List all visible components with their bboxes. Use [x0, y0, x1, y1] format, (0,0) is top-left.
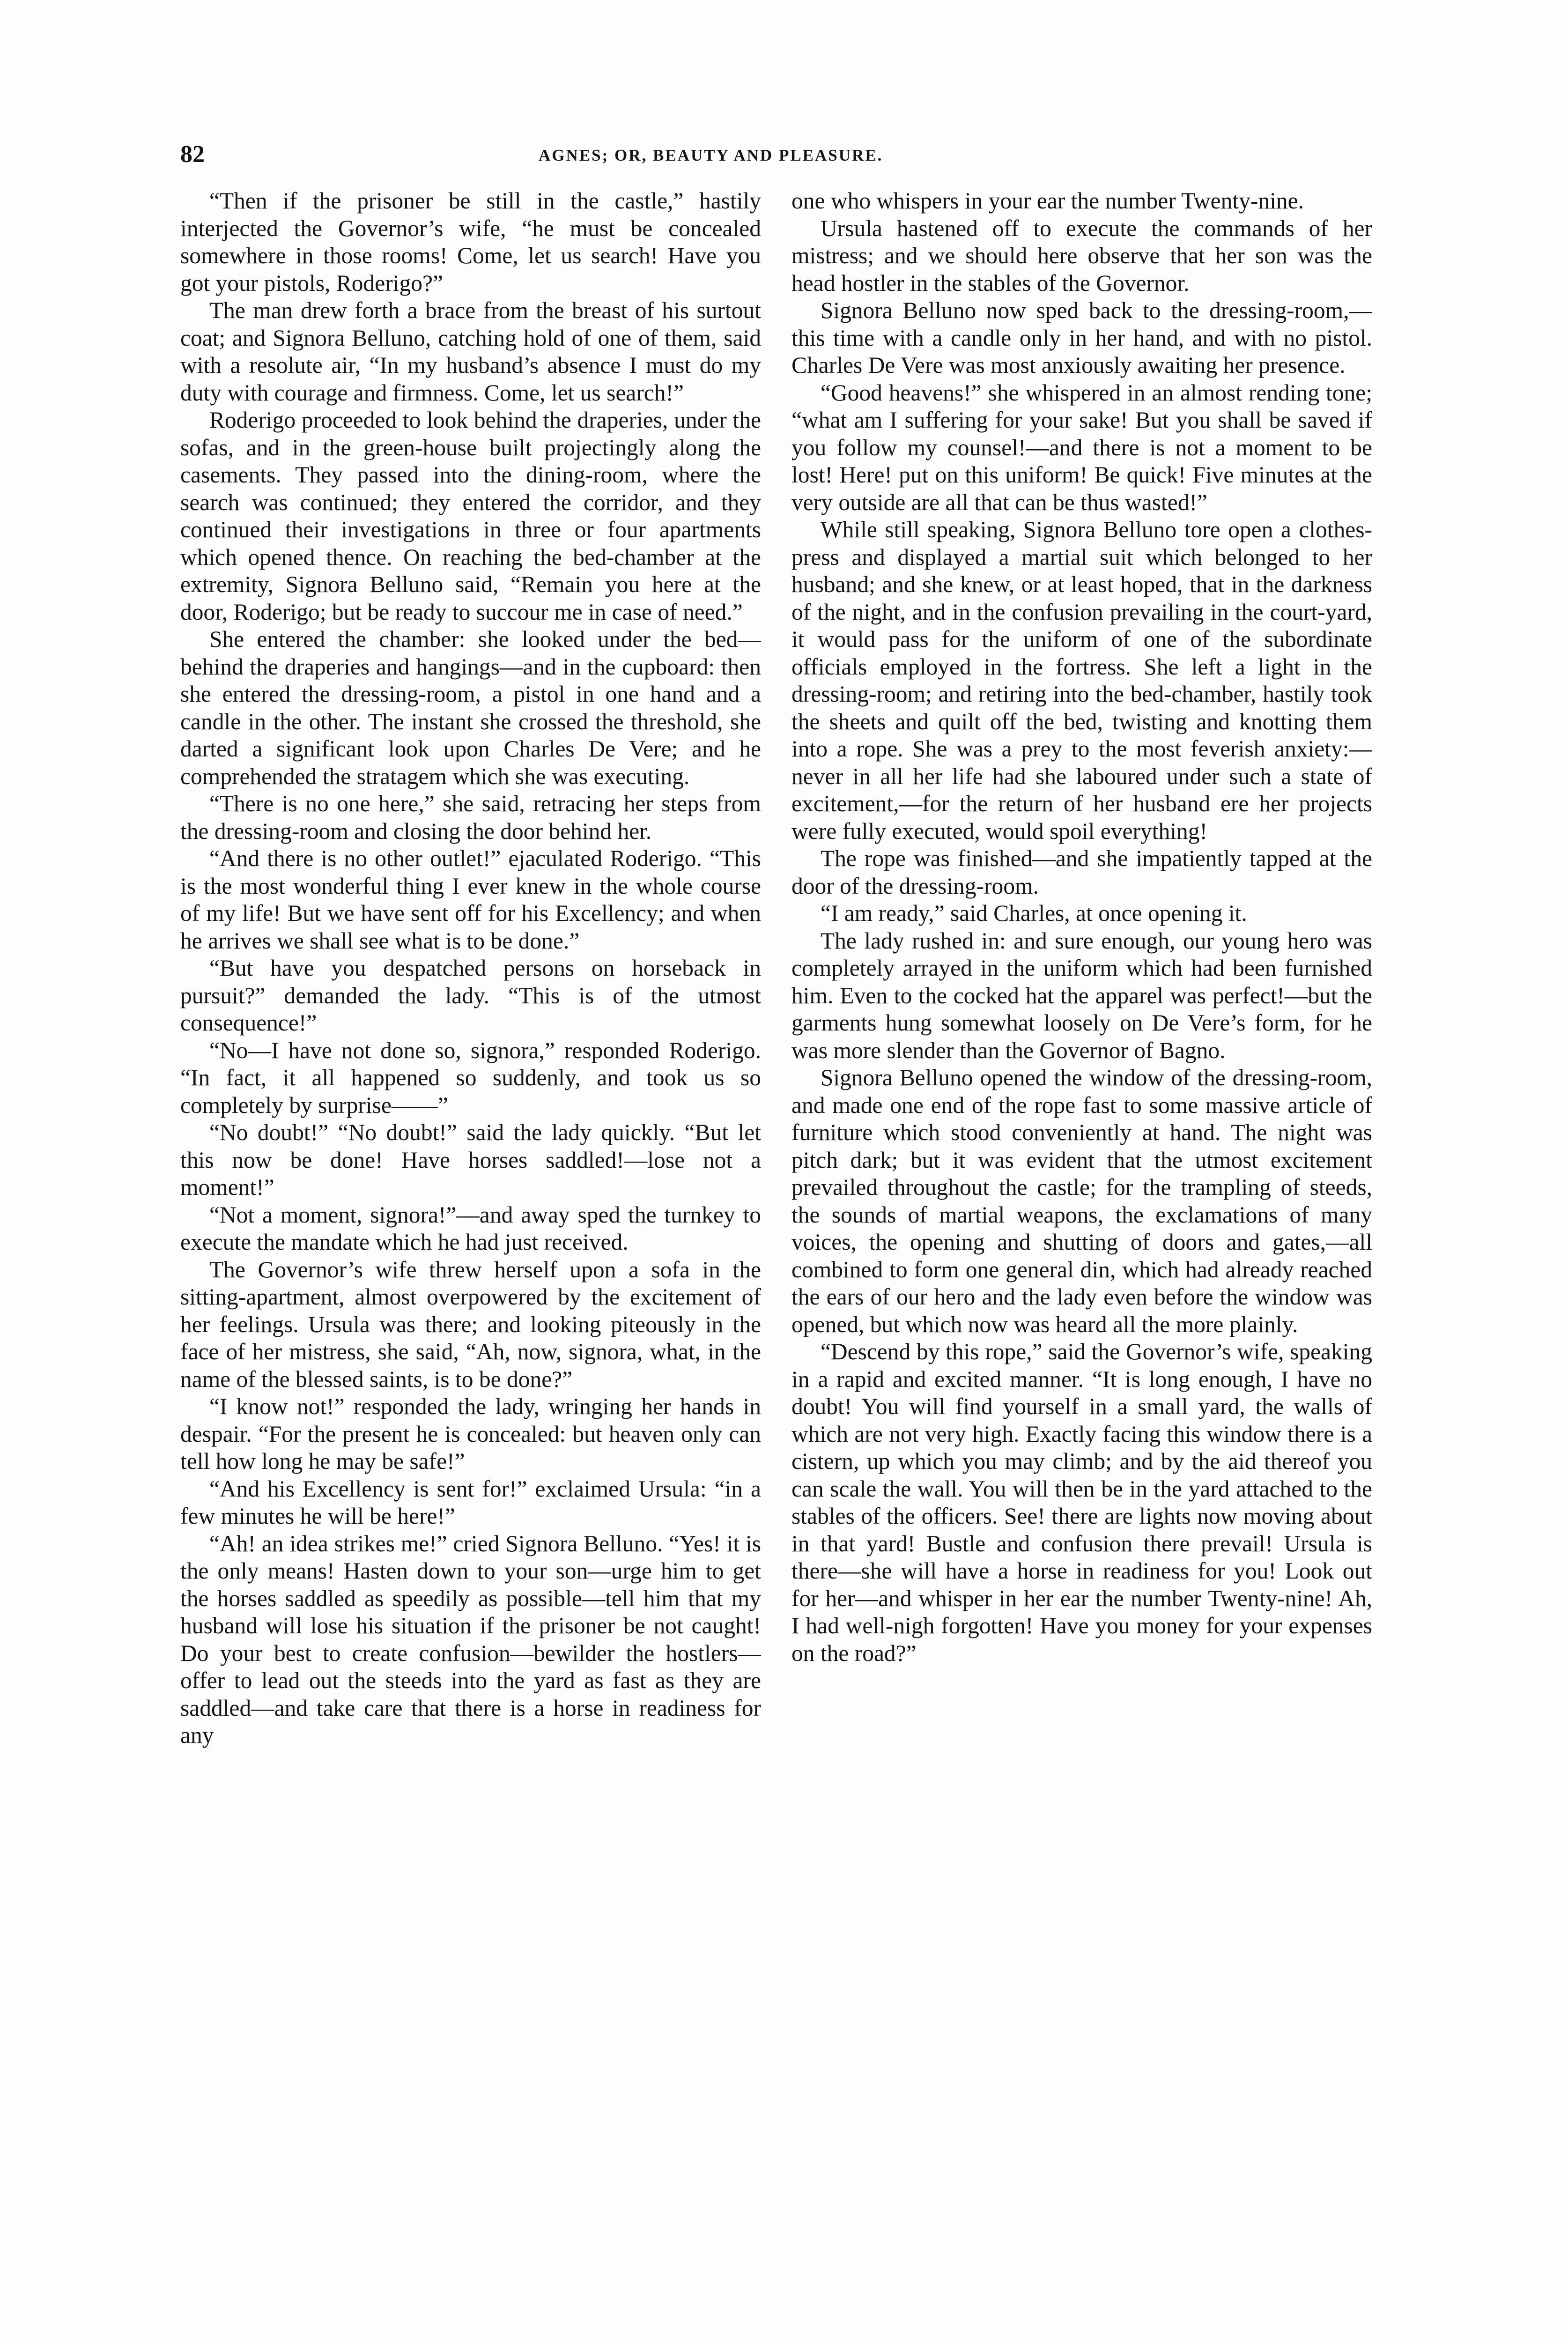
paragraph: Signora Belluno now sped back to the dressing-room,—this time with a candle only in her hand, and with no pistol. Charles De Vere was most anxiously awaiting her presence. [791, 297, 1372, 378]
paragraph: “There is no one here,” she said, retracing her steps from the dressing-room and closing the door behind her. [180, 791, 761, 844]
paragraph: “Not a moment, signora!”—and away sped the turnkey to execute the mandate which he had just received. [180, 1201, 761, 1255]
paragraph: “But have you despatched persons on horseback in pursuit?” demanded the lady. “This is of the utmost consequence!” [180, 955, 761, 1036]
paragraph: The man drew forth a brace from the breast of his surtout coat; and Signora Belluno, catching hold of one of them, said with a resolute air, “In my husband’s absence I must do my duty with courage and firmness. Come, let us search!” [180, 297, 761, 406]
paragraph: “I know not!” responded the lady, wringing her hands in despair. “For the present he is concealed: but heaven only can tell how long he may be safe!” [180, 1393, 761, 1474]
paragraph: She entered the chamber: she looked under the bed—behind the draperies and hangings—and in the cupboard: then she entered the dressing-room, a pistol in one hand and a candle in the other. The instant she crossed the threshold, she darted a significant look upon Charles De Vere; and he comprehended the stratagem which she was executing. [180, 626, 761, 789]
paragraph: Signora Belluno opened the window of the dressing-room, and made one end of the rope fast to some massive article of furniture which stood conveniently at hand. The night was pitch dark; but it was evident that the utmost excitement prevailed throughout the castle; for the trampling of steeds, the sounds of martial weapons, the exclamations of many voices, the opening and shutting of doors and gates,—all combined to form one general din, which had already reached the ears of our hero and the lady even before the window was opened, but which now was heard all the more plainly. [791, 1065, 1372, 1337]
paragraph: “Descend by this rope,” said the Governor’s wife, speaking in a rapid and excited manner. “It is long enough, I have no doubt! You will find yourself in a small yard, the walls of which are not very high. Exactly facing this window there is a cistern, up which you may climb; and by the aid thereof you can scale the wall. You will then be in the yard attached to the stables of the officers. See! there are lights now moving about in that yard! Bustle and confusion there prevail! Ursula is there—she will have a horse in readiness for you! Look out for her—and whisper in her ear the number Twenty-nine! Ah, I had well-nigh forgotten! Have you money for your expenses on the road?” [791, 1339, 1372, 1666]
paragraph: “Good heavens!” she whispered in an almost rending tone; “what am I suffering for your sake! But you shall be saved if you follow my counsel!—and there is not a moment to be lost! Here! put on this uniform! Be quick! Five minutes at the very outside are all that can be thus wasted!” [791, 379, 1372, 515]
running-title: AGNES; OR, BEAUTY AND PLEASURE. [539, 146, 883, 164]
paragraph: The lady rushed in: and sure enough, our young hero was completely arrayed in the uniform which had been furnished him. Even to the cocked hat the apparel was perfect!—but the garments hung somewhat loosely on De Vere’s form, for he was more slender than the Governor of Bagno. [791, 927, 1372, 1063]
left-column [180, 187, 761, 2319]
right-column [791, 187, 1372, 2319]
paragraph: The rope was finished—and she impatiently tapped at the door of the dressing-room. [791, 845, 1372, 899]
paragraph: “Then if the prisoner be still in the castle,” hastily interjected the Governor’s wife, “he must be concealed somewhere in those rooms! Come, let us search! Have you got your pistols, Roderigo?” [180, 188, 761, 296]
paragraph: The Governor’s wife threw herself upon a sofa in the sitting-apartment, almost overpowered by the excitement of her feelings. Ursula was there; and looking piteously in the face of her mistress, she said, “Ah, now, signora, what, in the name of the blessed saints, is to be done?” [180, 1256, 761, 1392]
paragraph: While still speaking, Signora Belluno tore open a clothes-press and displayed a martial suit which belonged to her husband; and she knew, or at least hoped, that in the darkness of the night, and in the confusion prevailing in the court-yard, it would pass for the uniform of one of the subordinate officials employed in the fortress. She left a light in the dressing-room; and retiring into the bed-chamber, hastily took the sheets and quilt off the bed, twisting and knotting them into a rope. She was a prey to the most feverish anxiety:—never in all her life had she laboured under such a state of excitement,—for the return of her husband ere her projects were fully executed, would spoil everything! [791, 517, 1372, 844]
page-header [169, 141, 1368, 178]
paragraph: “And his Excellency is sent for!” exclaimed Ursula: “in a few minutes he will be here!” [180, 1475, 761, 1529]
paragraph: “I am ready,” said Charles, at once opening it. [820, 900, 1247, 926]
paragraph: Ursula hastened off to execute the commands of her mistress; and we should here observe that her son was the head hostler in the stables of the Governor. [791, 215, 1372, 296]
paragraph: Roderigo proceeded to look behind the draperies, under the sofas, and in the green-house built projectingly along the casements. They passed into the dining-room, where the search was continued; they entered the corridor, and they continued their investigations in three or four apartments which opened thence. On reaching the bed-chamber at the extremity, Signora Belluno said, “Remain you here at the door, Roderigo; but be ready to succour me in case of need.” [180, 407, 761, 625]
paragraph: “Ah! an idea strikes me!” cried Signora Belluno. “Yes! it is the only means! Hasten down to your son—urge him to get the horses saddled as speedily as possible—tell him that my husband will lose his situation if the prisoner be not caught! Do your best to create confusion—bewilder the hostlers—offer to lead out the steeds into the yard as fast as they are saddled—and take care that there is a horse in readiness for any [180, 1530, 761, 1748]
paragraph: “No doubt!” “No doubt!” said the lady quickly. “But let this now be done! Have horses saddled!—lose not a moment!” [180, 1119, 761, 1200]
paragraph-continued: one who whispers in your ear the number Twenty-nine. [791, 188, 1304, 214]
page-number: 82 [180, 141, 205, 168]
paragraph: “And there is no other outlet!” ejaculated Roderigo. “This is the most wonderful thing I ever knew in the whole course of my life! But we have sent off for his Excellency; and when he arrives we shall see what is to be done.” [180, 845, 761, 954]
paragraph: “No—I have not done so, signora,” responded Roderigo. “In fact, it all happened so suddenly, and took us so completely by surprise——” [180, 1037, 761, 1118]
